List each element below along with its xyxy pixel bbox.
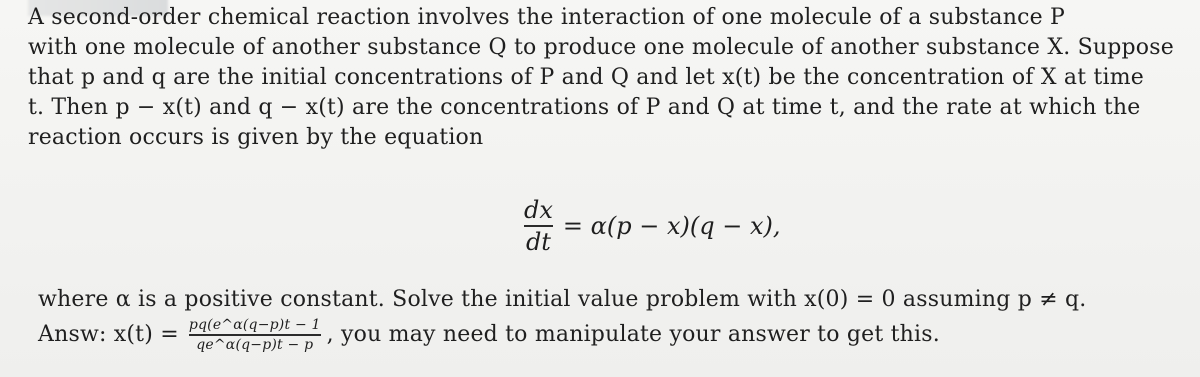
problem-line-3: that p and q are the initial concentrations of P and Q and let x(t) be the concentration of X at time [28,65,1144,90]
equation-rhs: = α(p − x)(q − x), [562,212,781,240]
rate-equation [518,198,780,254]
problem-line-5: reaction occurs is given by the equation [28,125,484,150]
problem-line-2: with one molecule of another substance Q to produce one molecule of another substance X. Suppose [28,35,1174,60]
answer-line [38,318,940,352]
answer-label: Answ: x(t) = [38,321,179,347]
problem-line-1: A second-order chemical reaction involves the interaction of one molecule of a substance P [28,5,1066,30]
problem-line-6: where α is a positive constant. Solve the initial value problem with x(0) = 0 assuming p ≠ q. [38,287,1087,312]
answer-tail: , you may need to manipulate your answer to get this. [326,321,940,347]
derivative-fraction: $\frac{dx}{dt}$ [524,196,553,256]
problem-line-4: t. Then p − x(t) and q − x(t) are the concentrations of P and Q at time t, and the rate at which the [28,95,1141,120]
answer-numerator: pq(e^α(q−p)t − 1 [188,317,321,333]
answer-fraction [189,318,321,352]
answer-denominator: qe^α(q−p)t − p [196,336,314,353]
